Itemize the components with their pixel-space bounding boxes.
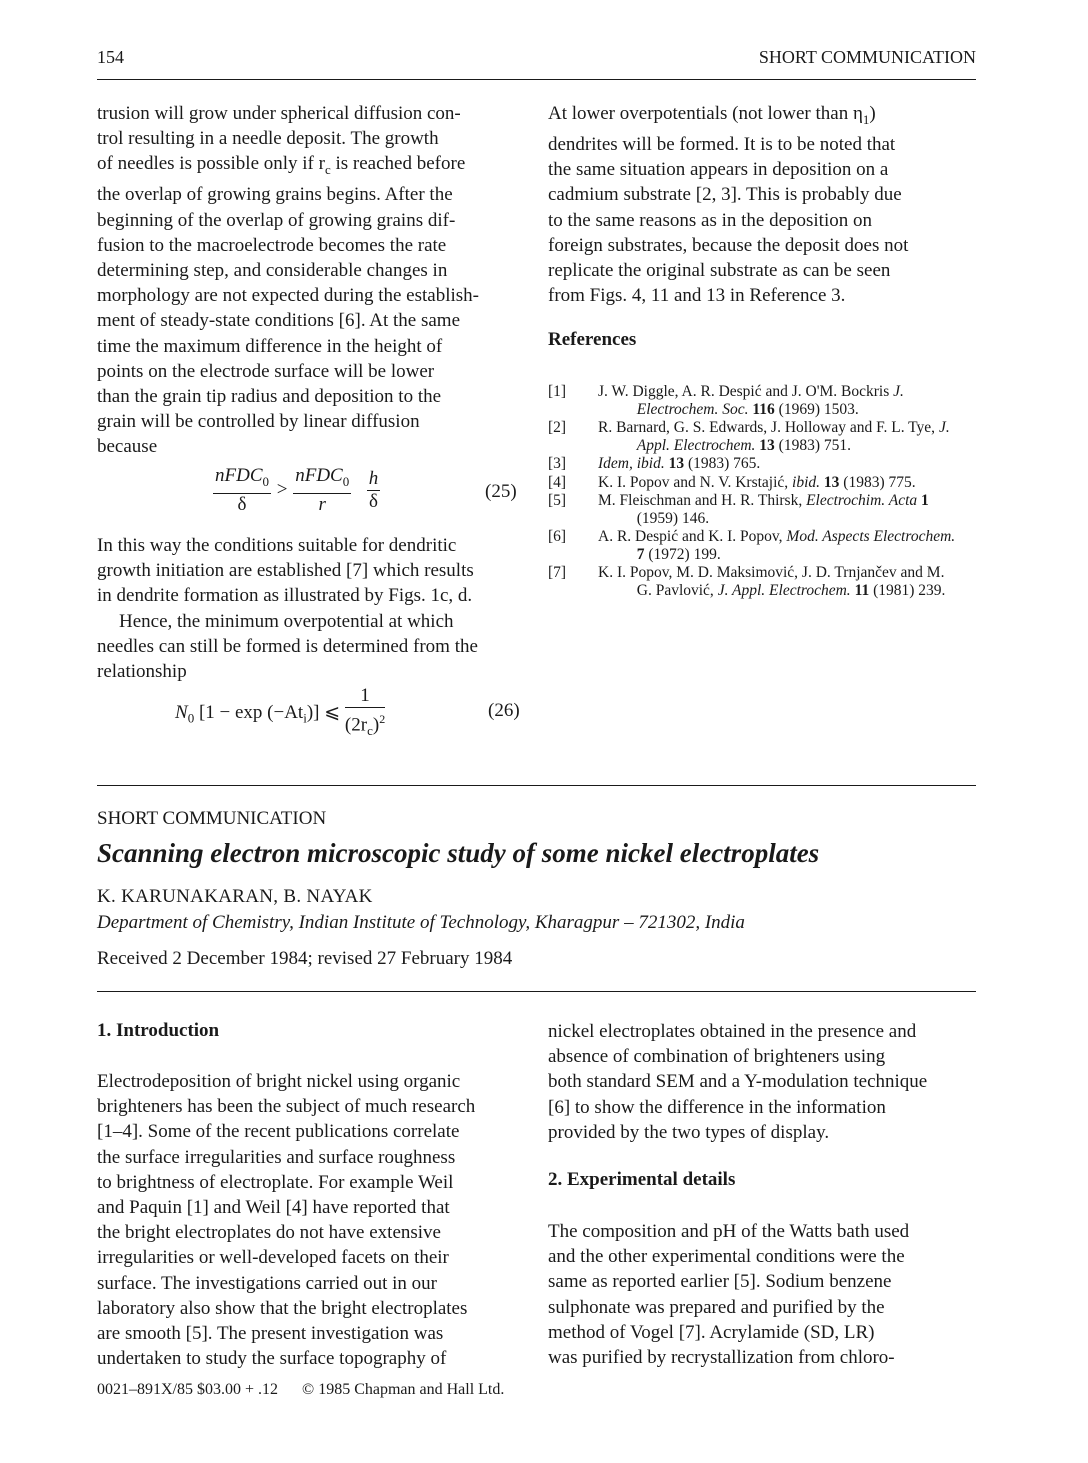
text-line: replicate the original substrate as can be seen — [548, 260, 891, 282]
prev-left-column — [97, 101, 527, 460]
text-line: dendrites will be formed. It is to be noted that — [548, 134, 896, 155]
text-line: needles can still be formed is determined from the — [97, 635, 478, 657]
article-kicker: SHORT COMMUNICATION — [97, 808, 327, 829]
text-line: are smooth [5]. The present investigation was — [97, 1323, 444, 1345]
footer-code: 0021–891X/85 $03.00 + .12 — [97, 1381, 279, 1398]
article-divider-rule — [97, 785, 976, 786]
equation-26-number: (26) — [488, 700, 520, 721]
experimental-heading: 2. Experimental details — [548, 1169, 736, 1190]
text-line: trol resulting in a needle deposit. The growth — [97, 128, 439, 150]
footer-copyright: © 1985 Chapman and Hall Ltd. — [302, 1381, 505, 1398]
text-line: [1–4]. Some of the recent publications correlate — [97, 1121, 460, 1143]
text-line: [6] to show the difference in the information — [548, 1096, 886, 1118]
text-line: both standard SEM and a Y-modulation technique — [548, 1071, 928, 1093]
article-title: Scanning electron microscopic study of some nickel electroplates — [97, 838, 820, 868]
text-line: brighteners has been the subject of much research — [97, 1096, 476, 1118]
text-line: and the other experimental conditions were the — [548, 1246, 905, 1268]
text-line: time the maximum difference in the height of — [97, 335, 443, 357]
running-head: SHORT COMMUNICATION — [758, 47, 976, 67]
text-line: the surface irregularities and surface roughness — [97, 1146, 456, 1168]
header-rule — [97, 79, 976, 80]
text-line: At lower overpotentials (not lower than $\eta_1$) — [548, 103, 876, 127]
text-line: beginning of the overlap of growing grains dif- — [97, 209, 456, 231]
experimental-column — [548, 1219, 978, 1370]
references-heading: References — [548, 329, 637, 350]
text-line: points on the electrode surface will be lower — [97, 360, 435, 382]
text-line: relationship — [97, 661, 187, 683]
text-line: In this way the conditions suitable for dendritic — [97, 535, 457, 556]
intro-left-column — [97, 1069, 527, 1371]
reference-item: [7] K. I. Popov, M. D. Maksimović, J. D. Trnjančev and M. G. Pavlović, J. Appl. Electrochem. 11 (1981) 239. — [548, 564, 946, 599]
text-line: fusion to the macroelectrode becomes the rate — [97, 234, 447, 256]
prev-left-column-continued — [97, 533, 527, 684]
eq25-lhs-fraction: $\frac{nFDC_0}{\delta}$ — [215, 465, 269, 515]
text-line: and Paquin [1] and Weil [4] have reported that — [97, 1197, 450, 1219]
page-number: 154 — [97, 47, 124, 67]
reference-item: [3] Idem, ibid. 13 (1983) 765. — [548, 455, 761, 472]
text-line: absence of combination of brighteners using — [548, 1046, 886, 1068]
references-list — [548, 383, 958, 600]
text-line: from Figs. 4, 11 and 13 in Reference 3. — [548, 285, 846, 307]
article-affiliation: Department of Chemistry, Indian Institute of Technology, Kharagpur – 721302, India — [97, 912, 745, 933]
text-line: to the same reasons as in the deposition on — [548, 209, 872, 231]
text-line: growth initiation are established [7] which results — [97, 560, 474, 582]
equation-25-number: (25) — [485, 481, 517, 502]
equation-26: $N_0$ $[1 - \exp (-At_i)]$ ⩽ $\frac{1}{(2r_c)^2}$ — [175, 685, 385, 742]
text-line: the overlap of growing grains begins. After the — [97, 184, 453, 206]
prev-right-column — [548, 101, 978, 308]
text-line: surface. The investigations carried out in our — [97, 1272, 437, 1294]
eq26-fraction: $\frac{1}{(2r_c)^2}$ — [344, 685, 386, 739]
text-line: foreign substrates, because the deposit does not — [548, 234, 909, 256]
footer — [97, 1381, 504, 1399]
text-line: Hence, the minimum overpotential at which — [119, 610, 454, 632]
text-line: trusion will grow under spherical diffusion con- — [97, 103, 461, 124]
intro-heading: 1. Introduction — [97, 1020, 220, 1041]
equation-25: $\frac{nFDC_0}{\delta}$ > $\frac{nFDC_0}{r}$ $\frac{h}{\delta}$ — [215, 465, 379, 515]
eq25-rhs-fraction: $\frac{nFDC_0}{r}$ — [295, 465, 350, 515]
abstract-rule — [97, 991, 976, 992]
reference-item: [6] A. R. Despić and K. I. Popov, Mod. Aspects Electrochem. 7 (1972) 199. — [548, 528, 956, 563]
text-line: morphology are not expected during the establish- — [97, 285, 480, 307]
article-authors: K. KARUNAKARAN, B. NAYAK — [97, 886, 373, 907]
text-line: grain will be controlled by linear diffusion — [97, 411, 420, 433]
text-line: than the grain tip radius and deposition to the — [97, 386, 442, 408]
article-received: Received 2 December 1984; revised 27 February 1984 — [97, 948, 513, 969]
text-line: irregularities or well-developed facets on their — [97, 1247, 449, 1269]
text-line: Electrodeposition of bright nickel using organic — [97, 1071, 461, 1092]
text-line: the same situation appears in deposition on a — [548, 159, 889, 181]
text-line: was purified by recrystallization from chloro- — [548, 1347, 895, 1369]
text-line: determining step, and considerable changes in — [97, 260, 448, 282]
text-line: The composition and pH of the Watts bath used — [548, 1221, 910, 1242]
text-line: laboratory also show that the bright electroplates — [97, 1297, 468, 1319]
reference-item: [1] J. W. Diggle, A. R. Despić and J. O'M. Bockris J. Electrochem. Soc. 116 (1969) 1503. — [548, 383, 904, 418]
text-line: sulphonate was prepared and purified by the — [548, 1296, 885, 1318]
reference-item: [4] K. I. Popov and N. V. Krstajić, ibid. 13 (1983) 775. — [548, 473, 916, 491]
text-line: same as reported earlier [5]. Sodium benzene — [548, 1271, 892, 1293]
text-line: ment of steady-state conditions [6]. At the same — [97, 310, 461, 332]
text-line: provided by the two types of display. — [548, 1121, 830, 1143]
eq25-h-fraction: $\frac{h}{\delta}$ — [368, 467, 379, 512]
intro-right-column — [548, 1019, 978, 1145]
text-line: undertaken to study the surface topography of — [97, 1348, 447, 1370]
text-line: in dendrite formation as illustrated by Figs. 1c, d. — [97, 585, 473, 607]
text-line: because — [97, 436, 158, 458]
text-line: the bright electroplates do not have extensive — [97, 1222, 441, 1244]
text-line: to brightness of electroplate. For example Weil — [97, 1171, 454, 1193]
text-line: nickel electroplates obtained in the presence and — [548, 1021, 917, 1042]
text-line: method of Vogel [7]. Acrylamide (SD, LR) — [548, 1321, 875, 1343]
reference-item: [5] M. Fleischman and H. R. Thirsk, Electrochim. Acta 1 (1959) 146. — [548, 492, 929, 527]
reference-item: [2] R. Barnard, G. S. Edwards, J. Holloway and F. L. Tye, J. Appl. Electrochem. 13 (1983) 751. — [548, 419, 950, 454]
text-line: of needles is possible only if $r_c$ is reached before — [97, 153, 466, 178]
text-line: cadmium substrate [2, 3]. This is probably due — [548, 184, 902, 206]
